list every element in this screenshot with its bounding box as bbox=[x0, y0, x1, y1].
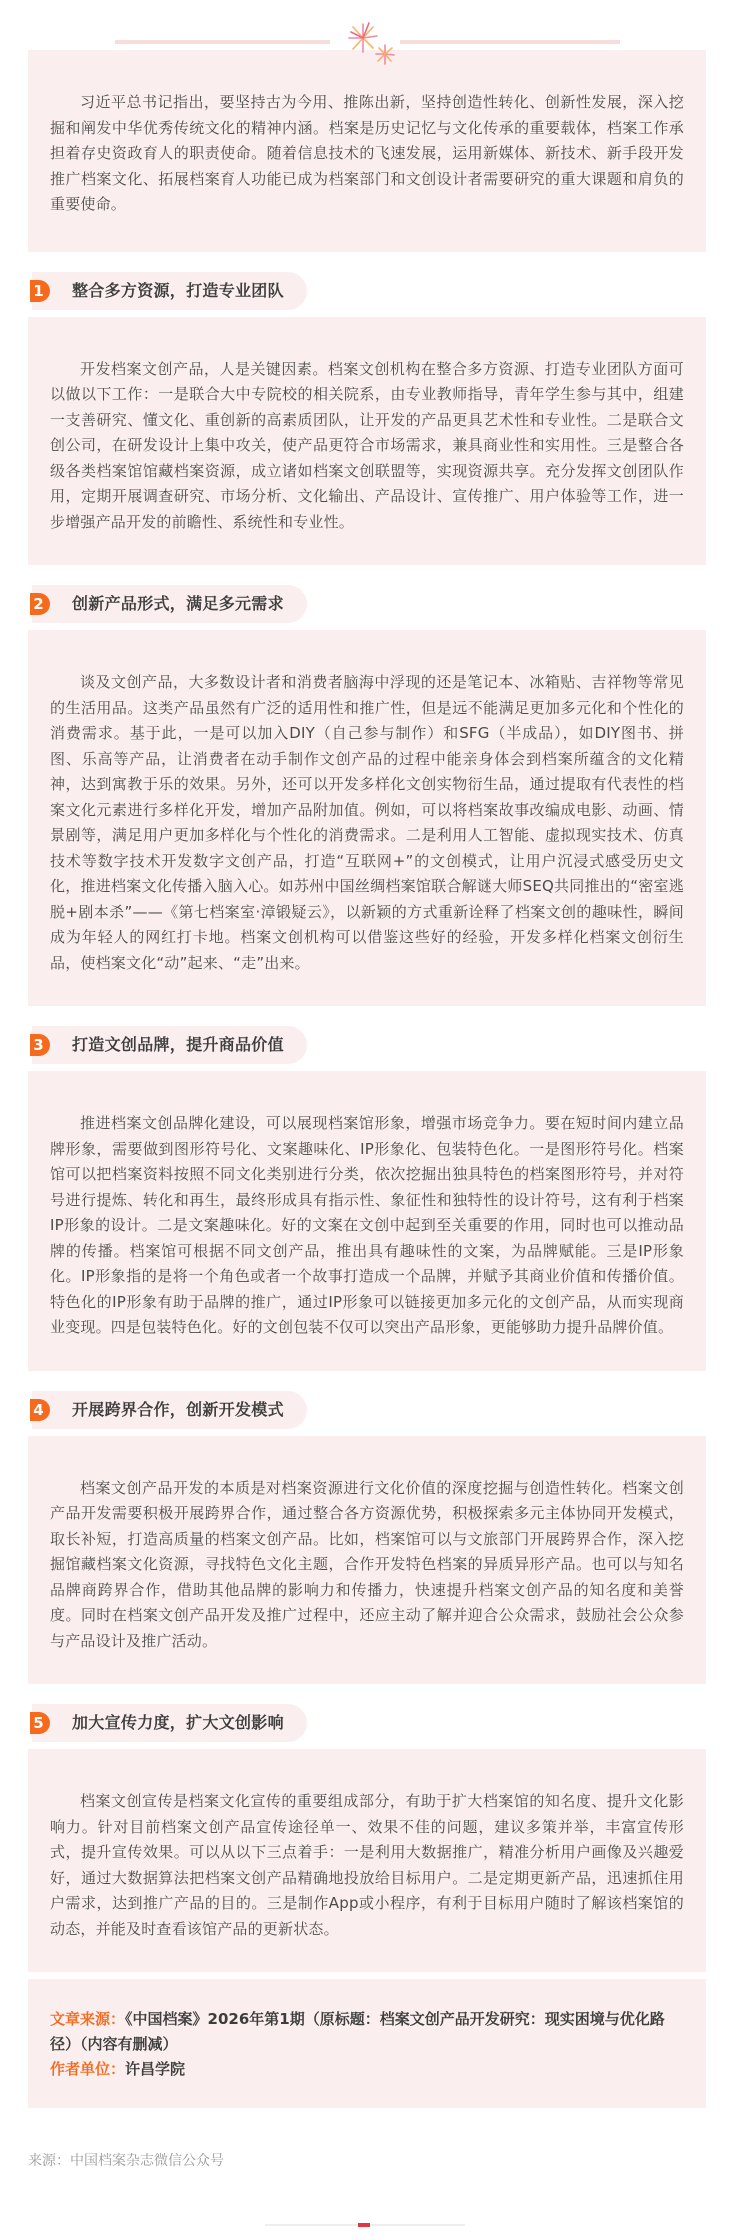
section-paragraph: 档案文创宣传是档案文化宣传的重要组成部分，有助于扩大档案馆的知名度、提升文化影响力。针对目前档案文创产品宣传途径单一、效果不佳的问题，建议多策并举，丰富宣传形式，提升宣传效果。可以从以下三点着手：一是利用大数据推广，精准分析用户画像及兴趣爱好，通过大数据算法把档案文创产品精确地投放给目标用户。二是定期更新产品，迅速抓住用户需求，达到推广产品的目的。三是制作App或小程序，有利于目标用户随时了解该档案馆的动态，并能及时查看该馆产品的更新状态。 bbox=[50, 1792, 684, 1938]
section-card-1 bbox=[28, 317, 706, 566]
firework-icon bbox=[335, 20, 405, 70]
decor-line-right bbox=[400, 40, 620, 44]
section-header-2 bbox=[0, 585, 729, 623]
section-title: 开展跨界合作，创新开发模式 bbox=[72, 1399, 284, 1419]
top-decoration bbox=[0, 0, 729, 50]
section-paragraph: 开发档案文创产品，人是关键因素。档案文创机构在整合多方资源、打造专业团队方面可以做以下工作：一是联合大中专院校的相关院系，由专业教师指导，青年学生参与其中，组建一支善研究、懂文化、重创新的高素质团队，让开发的产品更具艺术性和专业性。二是联合文创公司，在研发设计上集中攻关，使产品更符合市场需求，兼具商业性和实用性。三是整合各级各类档案馆馆藏档案资源，成立诸如档案文创联盟等，实现资源共享。充分发挥文创团队作用，定期开展调查研究、市场分析、文化输出、产品设计、宣传推广、用户体验等工作，进一步增强产品开发的前瞻性、系统性和专业性。 bbox=[50, 359, 684, 531]
section-title: 加大宣传力度，扩大文创影响 bbox=[72, 1713, 284, 1732]
author-unit-label: 作者单位： bbox=[50, 2060, 126, 2078]
section-card-2 bbox=[28, 630, 706, 1006]
article-source-value: 《中国档案》2026年第1期（原标题：档案文创产品开发研究：现实困境与优化路径）（内容有删减） bbox=[50, 2010, 665, 2053]
article-source-line bbox=[50, 2007, 684, 2057]
intro-paragraph: 习近平总书记指出，要坚持古为今用、推陈出新，坚持创造性转化、创新性发展，深入挖掘和阐发中华优秀传统文化的精神内涵。档案是历史记忆与文化传承的重要载体，档案工作承担着存史资政育人的职责使命。随着信息技术的飞速发展，运用新媒体、新技术、新手段开发推广档案文化、拓展档案育人功能已成为档案部门和文创设计者需要研究的重大课题和肩负的重要使命。 bbox=[50, 93, 684, 213]
bottom-divider bbox=[265, 2210, 465, 2240]
intro-card bbox=[28, 50, 706, 252]
section-header-5 bbox=[0, 1704, 729, 1742]
section-title: 整合多方资源，打造专业团队 bbox=[72, 280, 284, 300]
section-number-badge: 3 bbox=[30, 1034, 50, 1056]
footer-source-text: 来源：中国档案杂志微信公众号 bbox=[28, 2153, 224, 2169]
section-card-5 bbox=[28, 1749, 706, 1972]
section-number-badge: 4 bbox=[30, 1399, 50, 1421]
section-header-4 bbox=[0, 1391, 729, 1429]
author-unit-value: 许昌学院 bbox=[125, 2060, 186, 2078]
section-header-1 bbox=[0, 272, 729, 310]
section-title: 打造文创品牌，提升商品价值 bbox=[72, 1035, 284, 1054]
section-paragraph: 谈及文创产品，大多数设计者和消费者脑海中浮现的还是笔记本、冰箱贴、吉祥物等常见的生活用品。这类产品虽然有广泛的适用性和推广性，但是远不能满足更加多元化和个性化的消费需求。基于此，一是可以加入DIY（自己参与制作）和SFG（半成品），如DIY图书、拼图、乐高等产品，让消费者在动手制作文创产品的过程中能亲身体会到档案所蕴含的文化精神，达到寓教于乐的效果。另外，还可以开发多样化文创实物衍生品，通过提取有代表性的档案文化元素进行多样化开发，增加产品附加值。例如，可以将档案故事改编成电影、动画、情景剧等，满足用户更加多样化与个性化的消费需求。二是利用人工智能、虚拟现实技术、仿真技术等数字技术开发数字文创产品，打造“互联网+”的文创模式，让用户沉浸式感受历史文化，推进档案文化传播入脑入心。如苏州中国丝绸档案馆联合解谜大师SEQ共同推出的“密室逃脱+剧本杀”——《第七档案室·漳锻疑云》，以新颖的方式重新诠释了档案文创的趣味性，瞬间成为年轻人的网红打卡地。档案文创机构可以借鉴这些好的经验，开发多样化档案文创衍生品，使档案文化“动”起来、“走”出来。 bbox=[50, 673, 684, 972]
article-source-card bbox=[28, 1979, 706, 2108]
section-number-badge: 2 bbox=[30, 593, 50, 615]
section-card-3 bbox=[28, 1071, 706, 1371]
article-source-label: 文章来源： bbox=[50, 2010, 126, 2028]
author-unit-line bbox=[50, 2057, 684, 2082]
section-card-4 bbox=[28, 1436, 706, 1685]
section-header-3 bbox=[0, 1026, 729, 1064]
section-paragraph: 档案文创产品开发的本质是对档案资源进行文化价值的深度挖掘与创造性转化。档案文创产品开发需要积极开展跨界合作，通过整合各方资源优势，积极探索多元主体协同开发模式，取长补短，打造高质量的档案文创产品。比如，档案馆可以与文旅部门开展跨界合作，深入挖掘馆藏档案文化资源，寻找特色文化主题，合作开发特色档案的异质异形产品。也可以与知名品牌商跨界合作，借助其他品牌的影响力和传播力，快速提升档案文创产品的知名度和美誉度。同时在档案文创产品开发及推广过程中，还应主动了解并迎合公众需求，鼓励社会公众参与产品设计及推广活动。 bbox=[50, 1478, 684, 1650]
divider-mark bbox=[358, 2223, 370, 2227]
decor-line-left bbox=[115, 40, 330, 44]
section-title: 创新产品形式，满足多元需求 bbox=[72, 594, 284, 613]
section-paragraph: 推进档案文创品牌化建设，可以展现档案馆形象，增强市场竞争力。要在短时间内建立品牌形象，需要做到图形符号化、文案趣味化、IP形象化、包装特色化。一是图形符号化。档案馆可以把档案资料按照不同文化类别进行分类，依次挖掘出独具特色的档案图形符号，并对符号进行提炼、转化和再生，最终形成具有指示性、象征性和独特性的设计符号，这有利于档案IP形象的设计。二是文案趣味化。好的文案在文创中起到至关重要的作用，同时也可以推动品牌的传播。档案馆可根据不同文创产品，推出具有趣味性的文案，为品牌赋能。三是IP形象化。IP形象指的是将一个角色或者一个故事打造成一个品牌，并赋予其商业价值和传播价值。特色化的IP形象有助于品牌的推广，通过IP形象可以链接更加多元化的文创产品，从而实现商业变现。四是包装特色化。好的文创包装不仅可以突出产品形象，更能够助力提升品牌价值。 bbox=[50, 1114, 684, 1336]
section-number-badge: 5 bbox=[30, 1712, 50, 1734]
section-number-badge: 1 bbox=[30, 280, 50, 302]
